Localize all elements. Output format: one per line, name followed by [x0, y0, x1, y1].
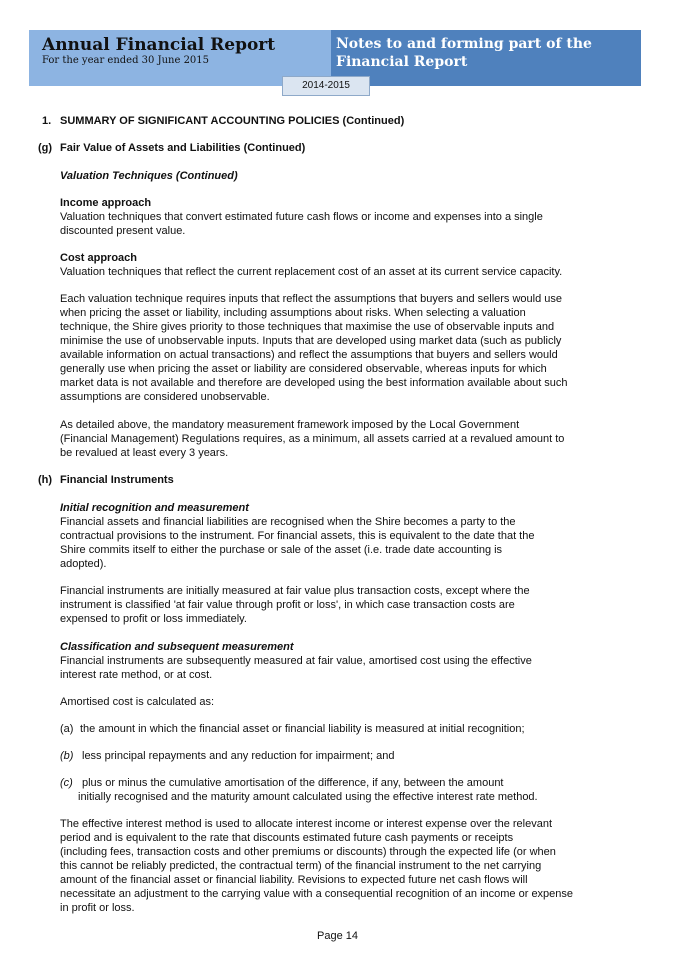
effective-line: period and is equivalent to the rate that discounts estimated future cash payments or receipts — [60, 832, 514, 844]
initial-line: contractual provisions to the instrument. For financial assets, this is equivalent to the date that the — [60, 530, 535, 542]
inputs-line: when pricing the asset or liability, including assumptions about risks. When selecting a valuation — [60, 307, 526, 319]
initial-line: Shire commits itself to either the purchase or sale of the asset (i.e. trade date accounting is — [60, 544, 503, 556]
effective-line: amount of the financial asset or financial liability. Revisions to expected future net cash flows will — [60, 874, 528, 886]
subsection-h-title: Financial Instruments — [60, 474, 174, 486]
page-number: Page 14 — [317, 930, 358, 942]
item-a-text: the amount in which the financial asset or financial liability is measured at initial recognition; — [80, 723, 525, 735]
subsection-g-label: (g) — [38, 142, 53, 154]
section-title-line1: Notes to and forming part of the — [336, 36, 592, 52]
subsection-g-title: Fair Value of Assets and Liabilities (Continued) — [60, 142, 306, 154]
measured-line: expensed to profit or loss immediately. — [60, 613, 247, 625]
inputs-line: technique, the Shire gives priority to those techniques that maximise the use of observable inputs and — [60, 321, 555, 333]
income-heading: Income approach — [60, 197, 152, 209]
classification-line: interest rate method, or at cost. — [60, 669, 213, 681]
valuation-heading: Valuation Techniques (Continued) — [60, 170, 238, 182]
initial-line: adopted). — [60, 558, 107, 570]
income-line: Valuation techniques that convert estimated future cash flows or income and expenses into a single — [60, 211, 543, 223]
section-number: 1. — [42, 115, 52, 127]
effective-line: necessitate an adjustment to the carrying value with a consequential recognition of an income or expense — [60, 888, 574, 900]
measured-line: instrument is classified 'at fair value through profit or loss', in which case transaction costs are — [60, 599, 515, 611]
item-c-text: plus or minus the cumulative amortisation of the difference, if any, between the amount — [82, 777, 504, 789]
section-heading: SUMMARY OF SIGNIFICANT ACCOUNTING POLICIES (Continued) — [60, 115, 405, 127]
item-b-text: less principal repayments and any reduction for impairment; and — [82, 750, 395, 762]
section-title-banner — [331, 30, 641, 86]
section-title-line2: Financial Report — [336, 54, 468, 70]
framework-line: (Financial Management) Regulations requires, as a minimum, all assets carried at a revalued amount to — [60, 433, 565, 445]
effective-line: (including fees, transaction costs and other premiums or discounts) through the expected life (or when — [60, 846, 556, 858]
framework-line: As detailed above, the mandatory measurement framework imposed by the Local Government — [60, 419, 520, 431]
classification-heading: Classification and subsequent measurement — [60, 641, 294, 653]
cost-heading: Cost approach — [60, 252, 138, 264]
measured-line: Financial instruments are initially measured at fair value plus transaction costs, except where the — [60, 585, 530, 597]
year-badge: 2014-2015 — [282, 76, 370, 96]
report-subtitle: For the year ended 30 June 2015 — [42, 55, 210, 66]
item-a-label: (a) — [60, 723, 74, 735]
effective-line: The effective interest method is used to allocate interest income or interest expense over the relevant — [60, 818, 553, 830]
inputs-line: Each valuation technique requires inputs that reflect the assumptions that buyers and sellers would use — [60, 293, 563, 305]
amortised-intro: Amortised cost is calculated as: — [60, 696, 215, 708]
inputs-line: market data is not available and therefore are developed using the best information available about such — [60, 377, 568, 389]
item-c-label: (c) — [60, 777, 73, 789]
income-line: discounted present value. — [60, 225, 186, 237]
cost-line: Valuation techniques that reflect the current replacement cost of an asset at its current service capacity. — [60, 266, 563, 278]
framework-line: be revalued at least every 3 years. — [60, 447, 229, 459]
item-c-text: initially recognised and the maturity amount calculated using the effective interest rate method. — [78, 791, 538, 803]
effective-line: in profit or loss. — [60, 902, 135, 914]
report-title: Annual Financial Report — [42, 35, 276, 55]
initial-line: Financial assets and financial liabilities are recognised when the Shire becomes a party to the — [60, 516, 516, 528]
initial-recognition-heading: Initial recognition and measurement — [60, 502, 249, 514]
inputs-line: available information on actual transactions) and reflect the assumptions that buyers and sellers would — [60, 349, 558, 361]
classification-line: Financial instruments are subsequently measured at fair value, amortised cost using the effective — [60, 655, 532, 667]
item-b-label: (b) — [60, 750, 74, 762]
effective-line: this cannot be reliably predicted, the contractual term) of the financial instrument to the net carrying — [60, 860, 542, 872]
inputs-line: minimise the use of unobservable inputs. Inputs that are developed using market data (such as publicly — [60, 335, 562, 347]
inputs-line: generally use when pricing the asset or liability are considered observable, whereas inputs for which — [60, 363, 547, 375]
subsection-h-label: (h) — [38, 474, 53, 486]
inputs-line: assumptions are considered unobservable. — [60, 391, 270, 403]
